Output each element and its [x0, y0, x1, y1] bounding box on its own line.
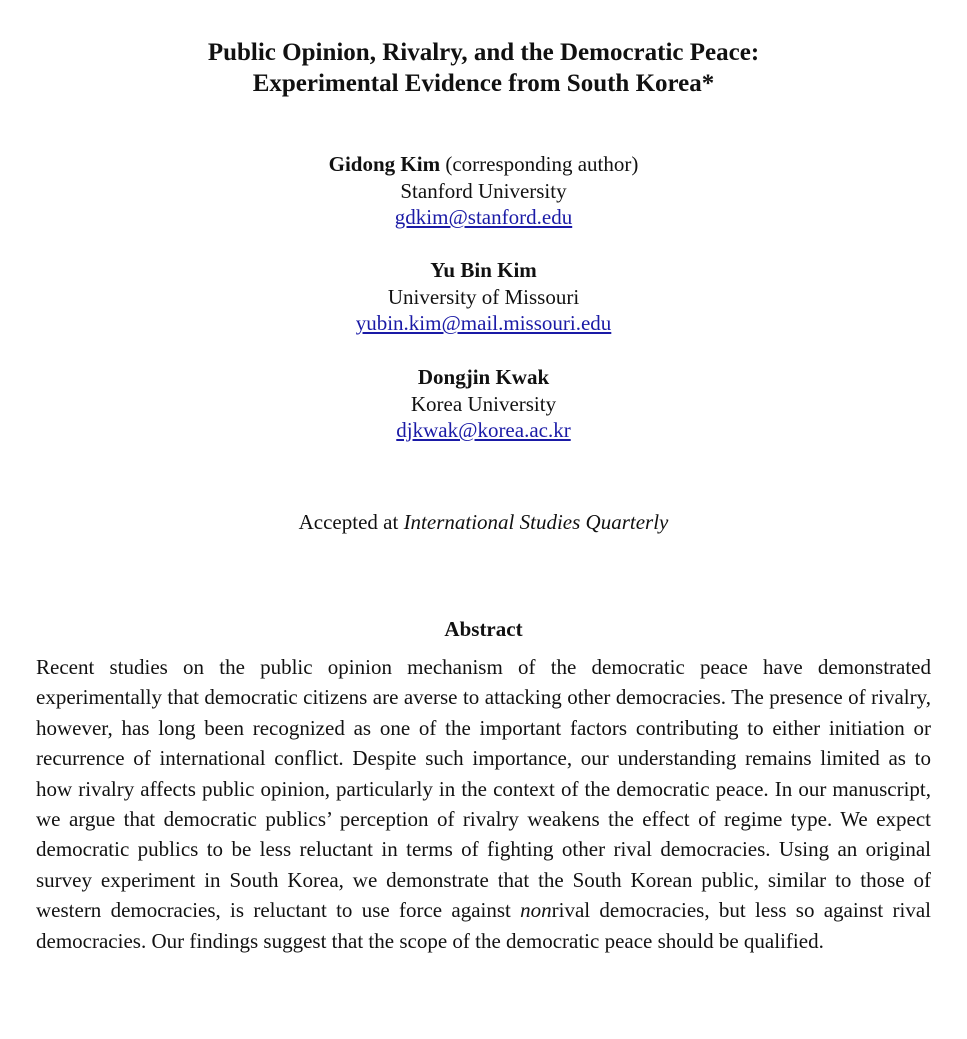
- title-line-1: Public Opinion, Rivalry, and the Democratic Peace:: [207, 39, 760, 66]
- abstract-text-part-1: Recent studies on the public opinion mechanism of the democratic peace have demonstrated experimentally that democratic citizens are averse to attacking other democracies. The presence of rivalry, however, has long been recognized as one of the important factors contributing to either initiation or recurrence of international conflict. Despite such importance, our understanding remains limited as to how rivalry affects public opinion, particularly in the context of the democratic peace. In our manuscript, we argue that democratic publics’ perception of rivalry weakens the effect of regime type. We expect democratic publics to be less reluctant in terms of fighting other rival democracies. Using an original survey experiment in South Korea, we demonstrate that the South Korean public, similar to those of western democracies, is reluctant to use force against: [36, 655, 931, 923]
- author-affiliation: Korea University: [410, 391, 557, 416]
- author-email-link[interactable]: yubin.kim@mail.missouri.edu: [355, 311, 612, 335]
- abstract-text-part-2: rival democracies, but less so against rival democracies. Our findings suggest that the scope of the democratic peace should be qualified.: [36, 898, 931, 953]
- abstract-paragraph: [36, 652, 931, 956]
- abstract-body: [36, 652, 931, 956]
- abstract-italic-text: non: [520, 898, 552, 923]
- journal-name: International Studies Quarterly: [403, 510, 669, 534]
- abstract-heading: Abstract: [444, 617, 523, 641]
- author-name: Gidong Kim: [328, 152, 441, 176]
- author-name-line: [0, 151, 967, 178]
- title-line-2: Experimental Evidence from South Korea*: [252, 70, 715, 97]
- author-block-3: [0, 364, 967, 444]
- author-affiliation: University of Missouri: [387, 284, 580, 309]
- accepted-prefix: Accepted at: [298, 510, 404, 534]
- author-block-1: [0, 151, 967, 231]
- author-role: (corresponding author): [440, 152, 639, 176]
- author-affiliation: Stanford University: [400, 178, 567, 203]
- acceptance-note: [0, 508, 967, 536]
- paper-title: [0, 37, 967, 99]
- author-email-link[interactable]: djkwak@korea.ac.kr: [396, 418, 571, 442]
- author-block-2: [0, 257, 967, 337]
- author-email-link[interactable]: gdkim@stanford.edu: [394, 205, 573, 229]
- author-name: Dongjin Kwak: [417, 365, 550, 389]
- author-name: Yu Bin Kim: [430, 258, 537, 282]
